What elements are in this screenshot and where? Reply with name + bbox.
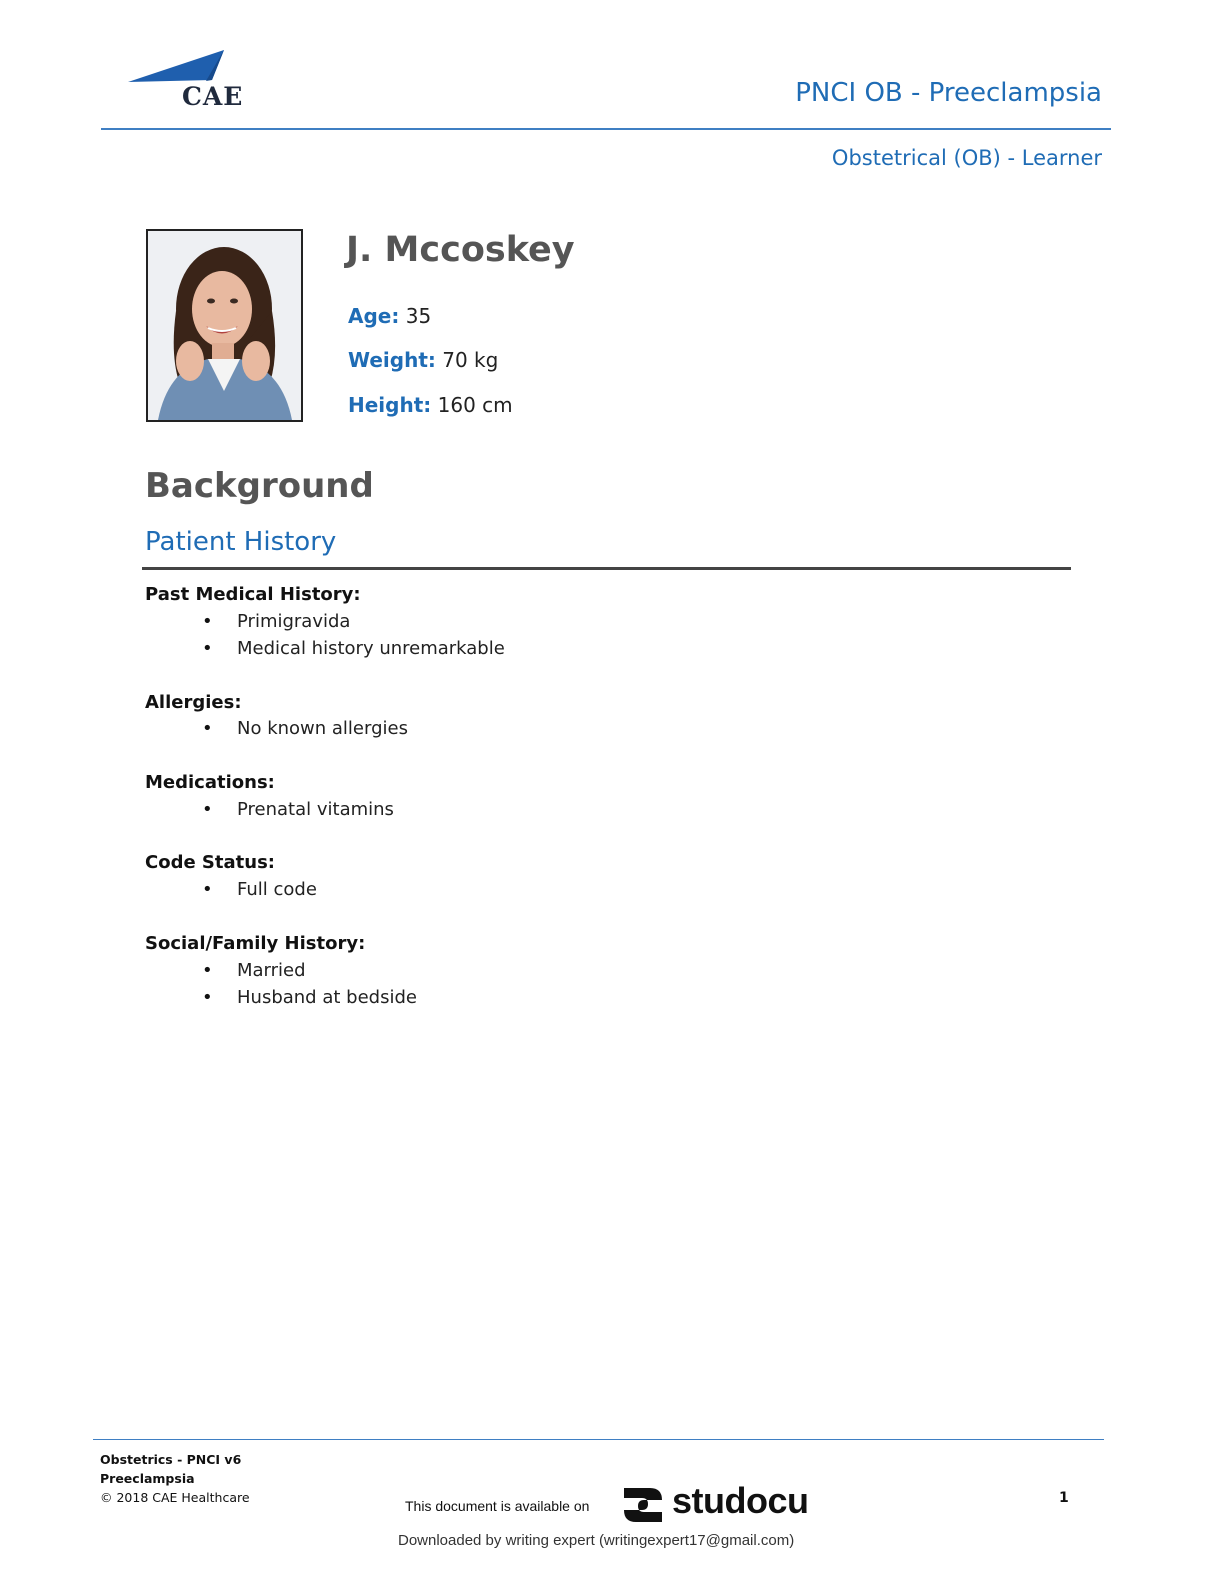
bullet-icon: • — [202, 879, 213, 900]
document-title: PNCI OB - Preeclampsia — [795, 78, 1102, 108]
age-value: 35 — [405, 304, 432, 328]
studocu-wordmark[interactable]: studocu — [672, 1480, 809, 1521]
section-divider — [142, 567, 1071, 570]
page-number: 1 — [1059, 1490, 1069, 1506]
list-item: Prenatal vitamins — [237, 799, 394, 820]
available-on-text: This document is available on — [405, 1498, 590, 1514]
footer-divider — [93, 1439, 1104, 1440]
bullet-icon: • — [202, 960, 213, 981]
patient-name: J. Mccoskey — [346, 230, 575, 270]
height-label: Height: — [348, 393, 432, 417]
history-label-social-family: Social/Family History: — [145, 933, 366, 954]
footer-scenario: Preeclampsia — [100, 1471, 195, 1486]
bullet-icon: • — [202, 611, 213, 632]
list-item: Medical history unremarkable — [237, 638, 505, 659]
history-label-medications: Medications: — [145, 772, 275, 793]
footer-copyright: © 2018 CAE Healthcare — [100, 1490, 250, 1505]
list-item: Primigravida — [237, 611, 351, 632]
patient-photo — [146, 229, 303, 422]
history-label-code-status: Code Status: — [145, 852, 275, 873]
bullet-icon: • — [202, 987, 213, 1008]
height-value: 160 cm — [437, 393, 513, 417]
background-heading: Background — [145, 466, 374, 506]
weight-value: 70 kg — [442, 348, 499, 372]
studocu-logo-icon[interactable] — [620, 1482, 666, 1528]
list-item: No known allergies — [237, 718, 408, 739]
bullet-icon: • — [202, 799, 213, 820]
bullet-icon: • — [202, 638, 213, 659]
cae-logo-text: CAE — [182, 82, 244, 111]
bullet-icon: • — [202, 718, 213, 739]
age-label: Age: — [348, 304, 400, 328]
header-divider — [101, 128, 1111, 130]
weight-label: Weight: — [348, 348, 436, 372]
history-label-allergies: Allergies: — [145, 692, 242, 713]
patient-weight — [348, 348, 498, 372]
patient-history-heading: Patient History — [145, 527, 337, 557]
patient-age — [348, 304, 431, 328]
downloaded-by-text: Downloaded by writing expert (writingexpert17@gmail.com) — [398, 1532, 795, 1549]
list-item: Full code — [237, 879, 317, 900]
history-label-past-medical: Past Medical History: — [145, 584, 361, 605]
patient-height — [348, 393, 513, 417]
footer-course: Obstetrics - PNCI v6 — [100, 1452, 242, 1467]
list-item: Husband at bedside — [237, 987, 417, 1008]
list-item: Married — [237, 960, 306, 981]
document-subtitle: Obstetrical (OB) - Learner — [831, 146, 1102, 170]
